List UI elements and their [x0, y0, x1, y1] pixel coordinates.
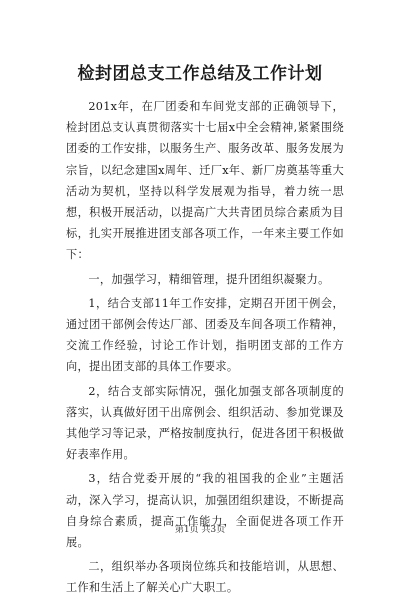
section-heading-1: 一，加强学习，精细管理，提升团组织凝聚力。 — [88, 272, 330, 286]
page-number-footer: 第1页 共3页 — [174, 525, 226, 535]
section-heading-2: 二，组织举办各项岗位练兵和技能培训，从思想、工作和生活上了解关心广大职工。 — [66, 560, 344, 595]
paragraph-item-3: 3，结合党委开展的“我的祖国我的企业”主题活动，深入学习，提高认识，加强团组织建设，不断提高自身综合素质，提高工作能力，全面促进各项工作开展。 — [66, 472, 344, 550]
paragraph-intro: 201x年，在厂团委和车间党支部的正确领导下，检封团总支认真贯彻落实十七届x中全会精神,紧紧围绕团委的工作安排，以服务生产、服务改革、服务发展为宗旨，以纪念建国x周年、迁厂x年、新厂房奠基等重大活动为契机，坚持以科学发展观为指导，着力统一思想，积极开展活动，以提高广大共青团员综合素质为目标，扎实开展推进团支部各项工作，一年来主要工作如下： — [66, 100, 344, 262]
paragraph-item-1: 1，结合支部11年工作安排，定期召开团干例会，通过团干部例会传达厂部、团委及车间各项工作精神，交流工作经验，讨论工作计划，指明团支部的工作方向，提出团支部的具体工作要求。 — [66, 296, 344, 374]
paragraph-item-2: 2，结合支部实际情况，强化加强支部各项制度的落实，认真做好团干出席例会、组织活动、参加党课及其他学习等记录，严格按制度执行，促进各团干积极做好表率作用。 — [66, 384, 344, 462]
page-title: 检封团总支工作总结及工作计划 — [77, 64, 323, 84]
